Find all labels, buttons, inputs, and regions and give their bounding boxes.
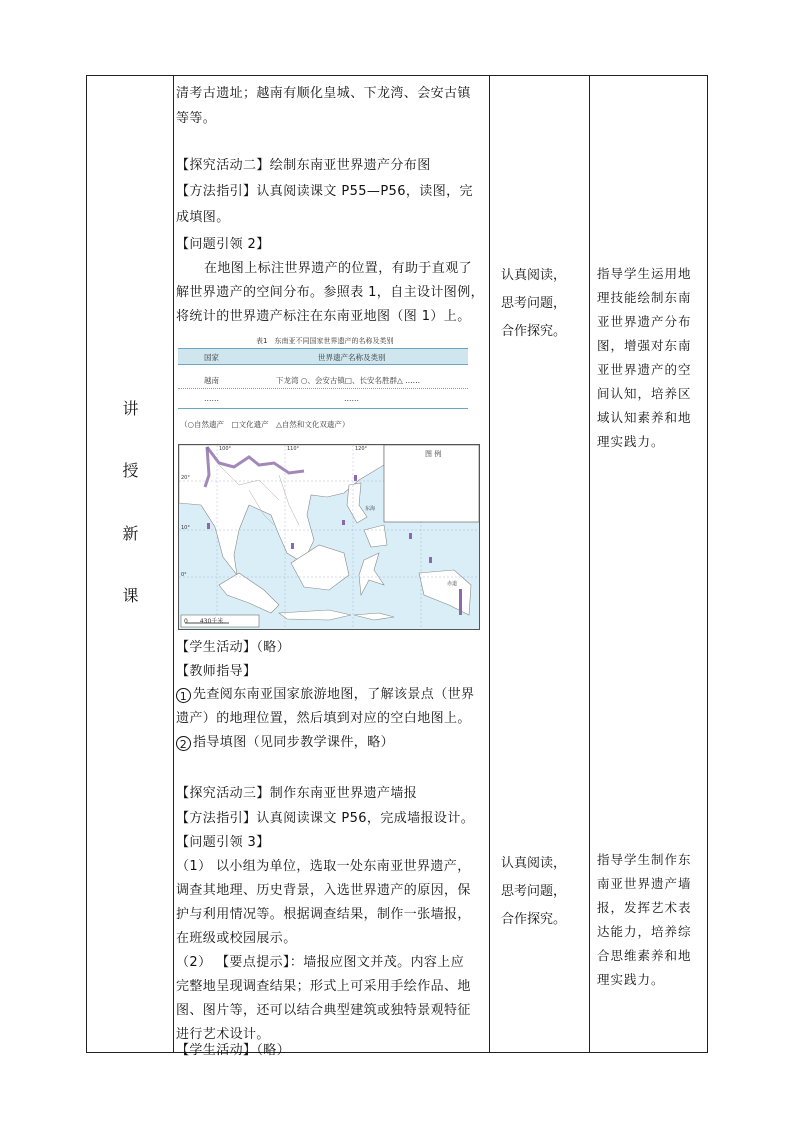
section-char: 授	[122, 461, 139, 480]
intent-text: 达能力，培养综	[597, 924, 692, 939]
design-intent-1	[597, 262, 701, 454]
q3-text: 在班级或校园展示。	[176, 931, 297, 946]
student-actions-1	[501, 262, 581, 346]
table1-cell: 下龙湾 ○、会安古镇□、长安名胜群△ ……	[276, 376, 421, 385]
intent-text: 图，增强对东南	[597, 338, 692, 353]
method3-text: 【方法指引】认真阅读课文 P56，完成墙报设计。	[176, 811, 475, 826]
student-activity: 【学生活动】（略）	[176, 640, 291, 655]
lon-label: 110°	[287, 446, 300, 452]
intent-text: 理实践力。	[597, 972, 665, 987]
intent-text: 报，发挥艺术表	[597, 900, 692, 915]
intent-text: 合思维素养和地	[597, 948, 692, 963]
sea-label: 东海	[365, 506, 376, 512]
guide-step-2	[176, 731, 394, 751]
activity3-title: 【探究活动三】制作东南亚世界遗产墙报	[176, 786, 418, 801]
action-text: 合作探究。	[501, 912, 567, 927]
southeast-asia-map	[178, 444, 480, 630]
intent-text: 域认知素养和地	[597, 410, 692, 425]
method2-text: 成填图。	[176, 210, 230, 225]
intent-text: 间认知，培养区	[597, 386, 692, 401]
lat-label: 10°	[181, 525, 190, 531]
intent-text: 指导学生制作东	[597, 852, 692, 867]
question2-text: 在地图上标注世界遗产的位置，有助于直观了	[204, 261, 473, 276]
step-number: 1	[176, 688, 191, 703]
intro-text: 等等。	[176, 111, 217, 126]
student-actions-2	[501, 850, 581, 934]
column-divider	[589, 76, 590, 1052]
lat-label: 20°	[181, 475, 190, 481]
table1-caption: 表1 东南亚不同国家世界遗产的名称及类别	[256, 337, 394, 345]
action-text: 认真阅读，	[501, 856, 567, 871]
section-char: 新	[122, 524, 139, 543]
method2-text: 【方法指引】认真阅读课文 P55—P56，读图，完	[176, 184, 473, 199]
intent-text: 指导学生运用地	[597, 266, 692, 281]
intent-text: 理技能绘制东南	[597, 290, 692, 305]
intent-text: 亚世界遗产的空	[597, 362, 692, 377]
lat-label: 0°	[181, 572, 187, 578]
q3-text: （1） 以小组为单位，选取一处东南亚世界遗产，	[176, 859, 471, 874]
teacher-guide-title: 【教师指导】	[176, 664, 257, 679]
column-divider	[489, 76, 490, 1052]
map-scale-label: 0 430千米	[184, 618, 224, 625]
table1-bottom-rule	[178, 408, 468, 409]
section-char: 课	[122, 586, 139, 605]
q3-text: 图、图片等，还可以结合典型建筑或独特景观特征	[176, 1003, 471, 1018]
action-text: 思考问题，	[501, 296, 567, 311]
student-activity: 【学生活动】（略）	[176, 1043, 291, 1058]
question2-text: 将统计的世界遗产标注在东南亚地图（图 1）上。	[176, 309, 471, 324]
intent-text: 亚世界遗产分布	[597, 314, 692, 329]
action-text: 合作探究。	[501, 324, 567, 339]
lon-label: 120°	[355, 446, 368, 452]
map-graphic	[179, 445, 479, 629]
step-number: 2	[176, 736, 191, 751]
question2-text: 解世界遗产的空间分布。参照表 1，自主设计图例，	[176, 285, 485, 300]
q3-text: 进行艺术设计。	[176, 1027, 270, 1042]
intro-text: 清考古遗址；越南有顺化皇城、下龙湾、会安古镇	[176, 86, 471, 101]
q3-text: 调查其地理、历史背景，入选世界遗产的原因，保	[176, 883, 471, 898]
section-char: 讲	[122, 399, 139, 418]
q3-text: 护与利用情况等。根据调查结果，制作一张墙报，	[176, 907, 471, 922]
equator-label: 赤道	[447, 581, 458, 587]
table1-header-cell: 国家	[204, 353, 219, 362]
table1-header-cell: 世界遗产名称及类别	[318, 353, 386, 362]
guide-text: 先查阅东南亚国家旅游地图，了解该景点（世界	[193, 687, 475, 702]
question3-title: 【问题引领 3】	[176, 835, 270, 850]
intent-text: 理实践力。	[597, 434, 665, 449]
lesson-table	[86, 75, 708, 1058]
q3-text: 完整地呈现调查结果；形式上可采用手绘作品、地	[176, 979, 471, 994]
design-intent-2	[597, 848, 701, 992]
column-divider	[173, 76, 174, 1052]
table1-divider	[178, 388, 468, 389]
question2-title: 【问题引领 2】	[176, 237, 270, 252]
table1	[178, 348, 468, 418]
guide-text: 指导填图（见同步教学课件，略）	[193, 735, 395, 750]
lon-label: 100°	[219, 446, 232, 452]
table1-cell: ……	[344, 394, 359, 403]
q3-text: （2） 【要点提示】：墙报应图文并茂。内容上应	[176, 955, 465, 970]
action-text: 认真阅读，	[501, 268, 567, 283]
heritage-legend: （○自然遗产 □文化遗产 △自然和文化双遗产）	[180, 420, 350, 429]
activity2-title: 【探究活动二】绘制东南亚世界遗产分布图	[176, 158, 431, 173]
table1-cell: 越南	[204, 376, 219, 385]
intent-text: 南亚世界遗产墙	[597, 876, 692, 891]
action-text: 思考问题，	[501, 884, 567, 899]
guide-text: 遗产）的地理位置，然后填到对应的空白地图上。	[176, 711, 471, 726]
map-legend-title: 图 例	[425, 450, 442, 458]
guide-step-1	[176, 683, 474, 703]
table1-cell: ……	[204, 394, 219, 403]
